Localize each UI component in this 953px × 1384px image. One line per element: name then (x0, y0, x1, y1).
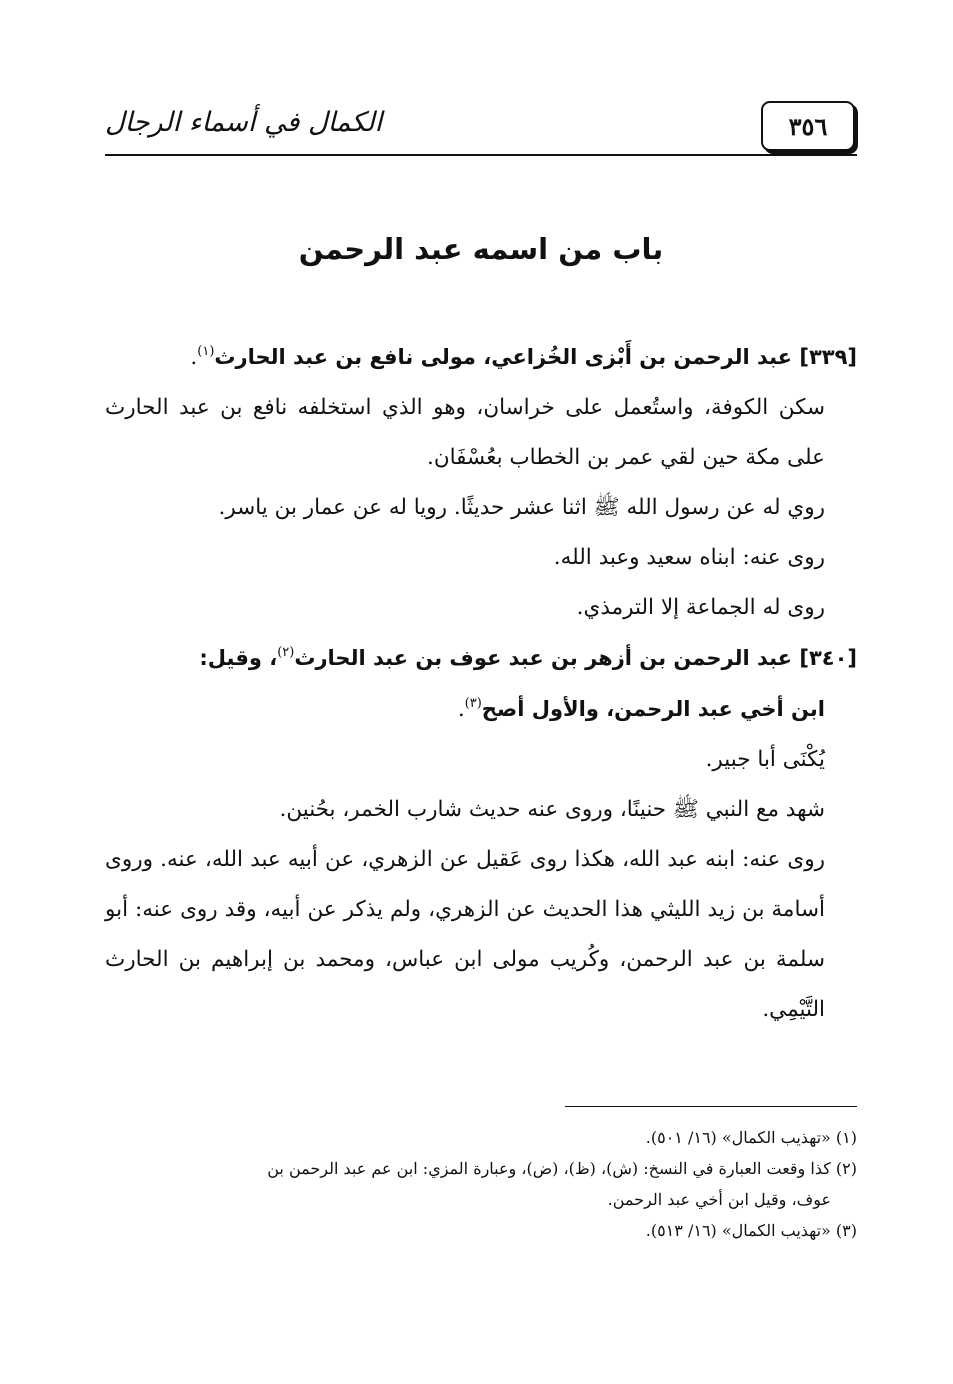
chapter-title: باب من اسمه عبد الرحمن (298, 232, 664, 266)
entry-339-collections: روى له الجماعة إلا الترمذي. (576, 595, 825, 620)
entry-340-narrators: روى عنه: ابنه عبد الله، هكذا روى عَقيل عن الزهري، عن أبيه عبد الله، عنه. وروى أسامة بن زيد الليثي هذا الحديث عن الزهري، ولم يذكر عن أبيه، وقد روى عنه: أبو سلمة بن عبد الرحمن، وكُريب مولى ابن عباس، ومحمد بن إبراهيم بن الحارث التَّيْمِي. (105, 847, 825, 1022)
entry-339-residence: سكن الكوفة، واستُعمل على خراسان، وهو الذي استخلفه نافع بن عبد الحارث على مكة حين لقي عمر بن الخطاب بعُسْفَان. (105, 395, 825, 470)
header-rule (105, 154, 857, 156)
footnote-2-cont: عوف، وقيل ابن أخي عبد الرحمن. (607, 1190, 831, 1209)
entry-340-title: [٣٤٠] عبد الرحمن بن أزهر بن عبد عوف بن عبد الحارث (294, 646, 857, 670)
entry-339-tail: . (190, 345, 198, 370)
entry-340-heading-cont (105, 684, 857, 735)
entry-340-title-mid: ، وقيل: (199, 646, 278, 670)
entry-340-kunya: يُكْنَى أبا جبير. (705, 747, 825, 772)
footnote-ref-1: (١) (197, 344, 215, 359)
entry-340-hunayn: شهد مع النبي ﷺ حنينًا، وروى عنه حديث شارب الخمر، بحُنين. (279, 797, 825, 822)
footnote-ref-3: (٣) (464, 696, 482, 711)
entry-339-title: [٣٣٩] عبد الرحمن بن أَبْزى الخُزاعي، مولى نافع بن عبد الحارث (214, 345, 857, 369)
entry-340-tail: . (457, 697, 465, 722)
footnote-ref-2: (٢) (277, 645, 295, 660)
footnote-1: (١) «تهذيب الكمال» (١٦/ ٥٠١). (645, 1128, 857, 1147)
page-number: ٣٥٦ (761, 101, 855, 151)
footnote-2: (٢) كذا وقعت العبارة في النسخ: (ش)، (ظ)، (ض)، وعبارة المزي: ابن عم عبد الرحمن بن (267, 1159, 857, 1178)
book-title: الكمال في أسماء الرجال (105, 107, 383, 138)
entry-339-heading (105, 332, 857, 383)
entry-339-hadith-count: روي له عن رسول الله ﷺ اثنا عشر حديثًا. رويا له عن عمار بن ياسر. (218, 495, 825, 520)
entry-340-heading (105, 633, 857, 684)
entry-339-narrators: روى عنه: ابناه سعيد وعبد الله. (553, 545, 825, 570)
main-text (105, 332, 857, 1035)
entry-340-title-2: ابن أخي عبد الرحمن، والأول أصح (481, 697, 825, 721)
footnote-separator (565, 1106, 857, 1107)
footnotes (105, 1122, 857, 1246)
running-header (105, 95, 857, 160)
footnote-3: (٣) «تهذيب الكمال» (١٦/ ٥١٣). (645, 1221, 857, 1240)
